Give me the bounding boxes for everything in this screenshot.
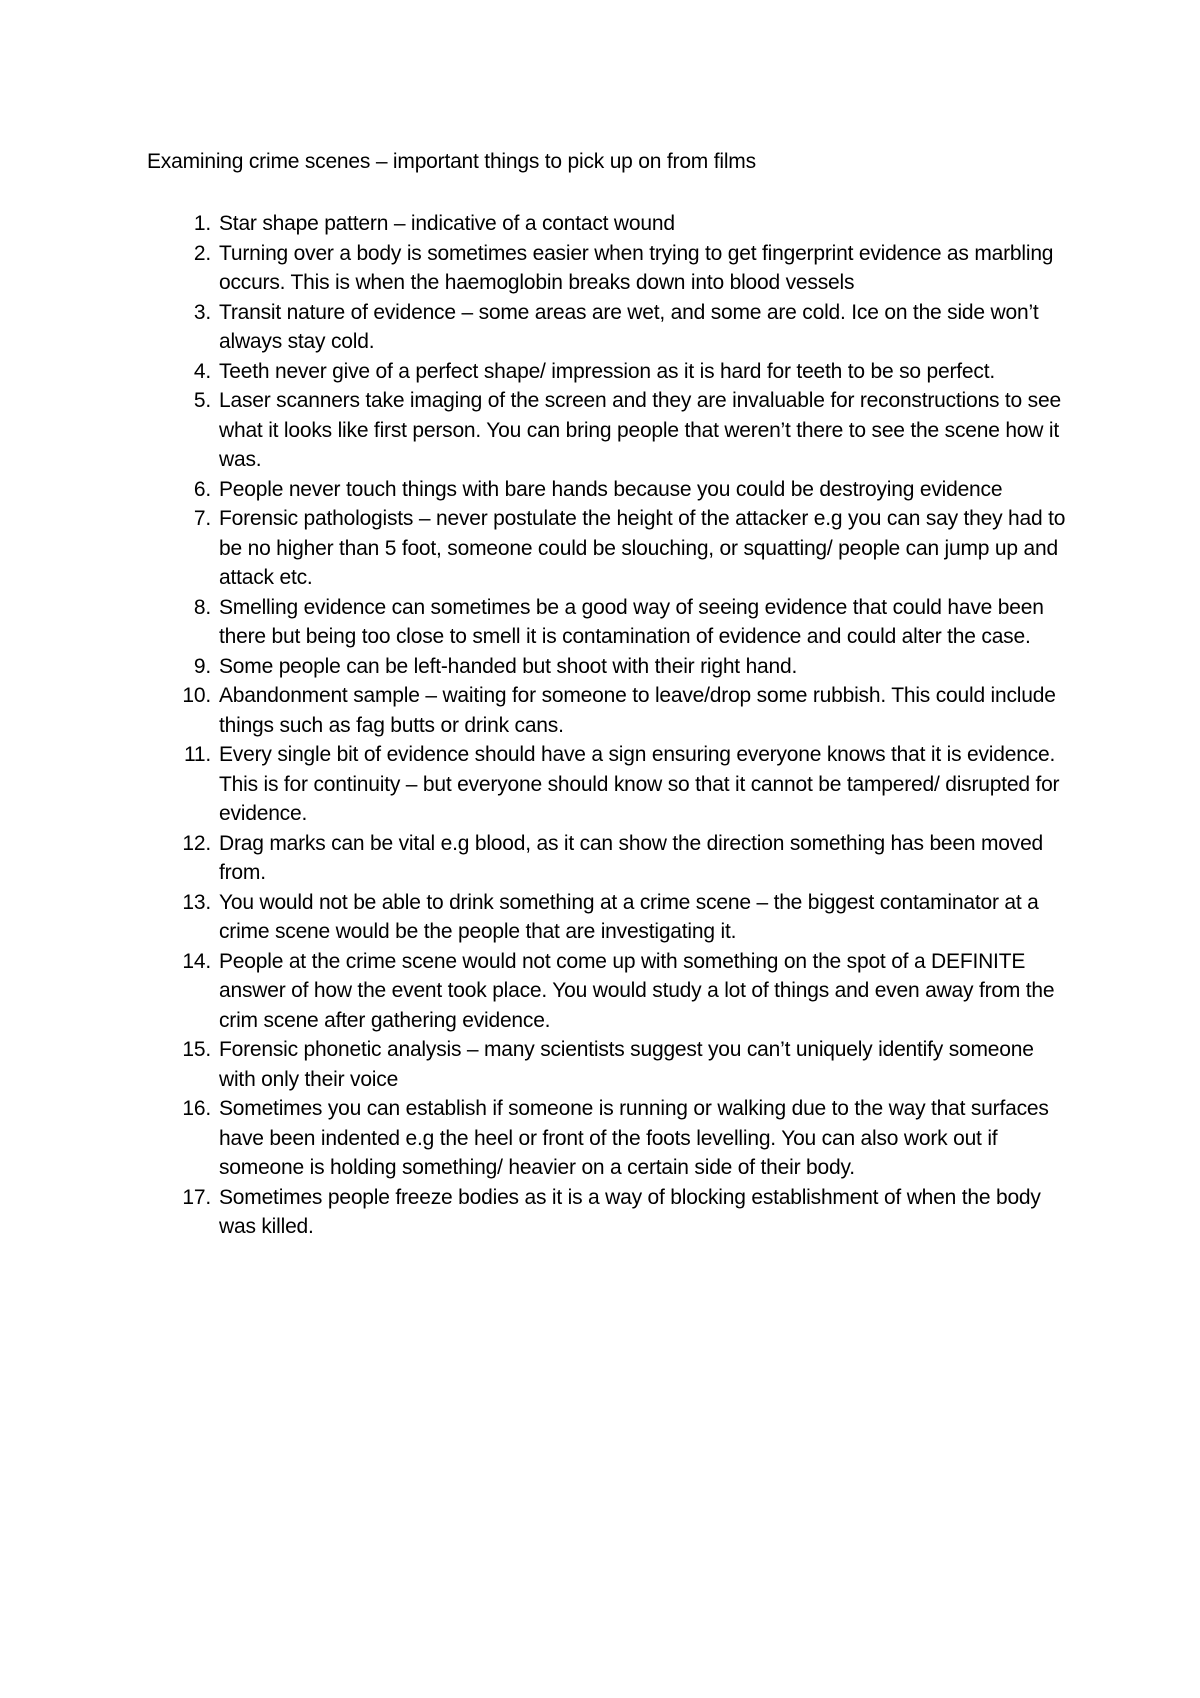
list-item-number: 3. (193, 300, 211, 324)
list-item-text: Forensic phonetic analysis – many scientists suggest you can’t uniquely identify someone with only their voice (219, 1038, 1034, 1091)
list-item-number: 15. (182, 1038, 211, 1061)
list-item-number: 5. (193, 389, 211, 412)
list-item-number: 11. (183, 743, 211, 766)
list-item-number: 4. (193, 359, 211, 383)
list-item-number: 6. (193, 477, 211, 501)
list-item (193, 652, 1069, 682)
list-item (193, 209, 1069, 239)
list-item-text: Transit nature of evidence – some areas are wet, and some are cold. Ice on the side won’t always stay cold. (219, 300, 1039, 353)
list-item-text: Abandonment sample – waiting for someone to leave/drop some rubbish. This could include things such as fag butts or drink cans. (219, 684, 1056, 737)
list-item (193, 475, 1069, 505)
list-item-text: People never touch things with bare hands because you could be destroying evidence (219, 477, 1003, 501)
list-item (182, 681, 1069, 740)
list-item-number: 12. (182, 831, 211, 855)
list-item-text: Some people can be left-handed but shoot with their right hand. (219, 654, 798, 678)
list-item (183, 740, 1069, 829)
list-item (182, 947, 1069, 1036)
list-item-number: 17. (182, 1185, 211, 1209)
list-item-text: You would not be able to drink something at a crime scene – the biggest contaminator at a crime scene would be the people that are investigating it. (219, 890, 1039, 943)
list-item-number: 2. (193, 241, 211, 265)
list-item-number: 16. (182, 1097, 211, 1120)
list-item (193, 239, 1069, 298)
list-item (193, 298, 1069, 357)
list-item (182, 888, 1069, 947)
list-item-number: 14. (182, 949, 211, 973)
list-item-text: Laser scanners take imaging of the screen and they are invaluable for reconstructions to see what it looks like first person. You can bring people that weren’t there to see the scene how it was. (219, 389, 1061, 471)
list-item (182, 1094, 1069, 1183)
list-item-text: Smelling evidence can sometimes be a good way of seeing evidence that could have been there but being too close to smell it is contamination of evidence and could alter the case. (219, 595, 1044, 648)
list-item (193, 504, 1069, 593)
list-item-text: Sometimes you can establish if someone is running or walking due to the way that surfaces have been indented e.g the heel or front of the foots levelling. You can also work out if someone is holding something/ heavier on a certain side of their body. (219, 1097, 1049, 1179)
list-item-number: 7. (193, 507, 211, 530)
list-item (193, 357, 1069, 387)
list-item-number: 8. (193, 595, 211, 619)
list-item-text: Star shape pattern – indicative of a contact wound (219, 212, 675, 235)
list-item-number: 13. (182, 890, 211, 914)
list-item (182, 1035, 1069, 1094)
list-item-text: Sometimes people freeze bodies as it is a way of blocking establishment of when the body was killed. (219, 1185, 1041, 1238)
list-item-number: 1. (193, 212, 211, 235)
list-item-number: 9. (193, 654, 211, 678)
list-item-text: Forensic pathologists – never postulate the height of the attacker e.g you can say they had to be no higher than 5 foot, someone could be slouching, or squatting/ people can jump up and attack etc. (219, 507, 1066, 589)
list-item-text: Turning over a body is sometimes easier when trying to get fingerprint evidence as marbling occurs. This is when the haemoglobin breaks down into blood vessels (219, 241, 1054, 294)
list-item-number: 10. (182, 684, 211, 707)
numbered-list (182, 209, 1069, 1242)
document-title: Examining crime scenes – important things to pick up on from films (147, 150, 756, 173)
list-item-text: People at the crime scene would not come up with something on the spot of a DEFINITE answer of how the event took place. You would study a lot of things and even away from the crim scene after gathering evidence. (219, 949, 1055, 1032)
list-item (193, 386, 1069, 475)
list-item-text: Drag marks can be vital e.g blood, as it can show the direction something has been moved from. (219, 831, 1044, 884)
list-item (182, 1183, 1069, 1242)
list-item (182, 829, 1069, 888)
list-item (193, 593, 1069, 652)
list-item-text: Every single bit of evidence should have a sign ensuring everyone knows that it is evidence. This is for continuity – but everyone should know so that it cannot be tampered/ disrupted for evidence. (219, 743, 1060, 825)
list-item-text: Teeth never give of a perfect shape/ impression as it is hard for teeth to be so perfect. (219, 359, 995, 383)
